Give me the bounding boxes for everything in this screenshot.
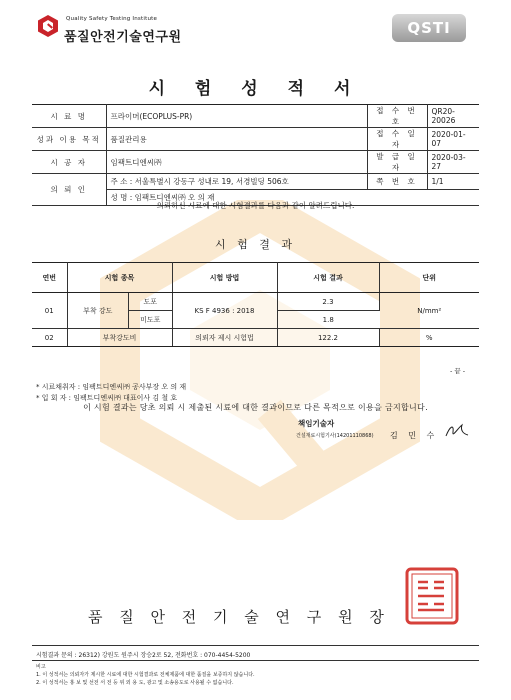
col-header-method: 시험 방법	[172, 263, 277, 293]
info-label2: 발 급 일 자	[367, 151, 427, 174]
contact-info: 시험결과 문의 : 26312) 강원도 원주시 장승2로 52, 전화번호 : 070-4454-5200	[36, 652, 251, 659]
qsti-badge: QSTI	[392, 14, 466, 42]
col-header-unit: 단위	[379, 263, 479, 293]
row-sub-item: 미도포	[129, 311, 172, 329]
info-label: 시 료 명	[32, 105, 106, 128]
info-value: 임팩트디엔씨㈜	[106, 151, 367, 174]
row-no: 02	[32, 329, 67, 347]
row-item: 부착강도비	[67, 329, 172, 347]
info-value2: QR20-20026	[427, 105, 479, 128]
page-value: 1/1	[427, 174, 479, 190]
table-row	[32, 329, 479, 347]
end-mark: - 끝 -	[450, 367, 466, 375]
info-row	[32, 174, 479, 190]
info-row	[32, 128, 479, 151]
document-title: 시 험 성 적 서	[148, 79, 363, 99]
signature-icon	[444, 422, 470, 440]
footer-divider	[32, 660, 479, 661]
intro-text: 의뢰하신 시료에 대한 시험결과를 다음과 같이 알려드립니다.	[156, 201, 355, 210]
row-sub-item: 도포	[129, 293, 172, 311]
usage-statement: 이 시험 결과는 당초 의뢰 시 제출된 시료에 대한 결과이므로 다른 목적으로 이용을 금지합니다.	[83, 403, 428, 412]
footnote-line: 1. 이 성적서는 의뢰자가 제시한 시료에 대한 시험결과로 전체제품에 대한 품질을 보증하지 않습니다.	[36, 672, 255, 678]
info-value2: 2020-03-27	[427, 151, 479, 174]
client-name: 성 명 : 임팩트디엔씨㈜ 오 의 재	[106, 190, 479, 206]
col-header-result: 시험 결과	[277, 263, 379, 293]
engineer-license: 건설재료시험기사(14201110868)	[296, 433, 374, 439]
director-title: 품 질 안 전 기 술 연 구 원 장	[88, 608, 390, 626]
row-method: 의뢰자 제시 시험법	[172, 329, 277, 347]
info-value: 프라이머(ECOPLUS-PR)	[106, 105, 367, 128]
table-row	[32, 293, 479, 311]
row-unit: %	[379, 329, 479, 347]
footnote-line: 2. 이 성적서는 홍 보 및 선전 서 전 등 위 외 용 도, 광고 및 소송용도로 사용될 수 없습니다.	[36, 680, 234, 686]
info-label2: 접 수 번 호	[367, 105, 427, 128]
row-item: 부착 강도	[67, 293, 129, 329]
client-address: 주 소 : 서울특별시 강동구 성내로 19, 서경빌딩 506호	[106, 174, 367, 190]
info-value2: 2020-01-07	[427, 128, 479, 151]
notes	[36, 382, 186, 404]
results-table	[32, 262, 479, 347]
row-result: 2.3	[277, 293, 379, 311]
page-label: 쪽 번 호	[367, 174, 427, 190]
info-label: 성과 이용 목적	[32, 128, 106, 151]
org-name-en: Quality Safety Testing Institute	[66, 16, 158, 22]
org-name-ko: 품질안전기술연구원	[64, 30, 182, 45]
row-no: 01	[32, 293, 67, 329]
engineer-title: 책임기술자	[298, 419, 335, 428]
info-label2: 접 수 일 자	[367, 128, 427, 151]
results-header-row	[32, 263, 479, 293]
row-method: KS F 4936 : 2018	[172, 293, 277, 329]
info-row	[32, 105, 479, 128]
results-title: 시 험 결 과	[215, 238, 296, 251]
note-line: * 입 회 자 : 임팩트디엔씨㈜ 대표이사 김 철 호	[36, 394, 178, 402]
footer-divider	[32, 645, 479, 646]
col-header-item: 시험 종목	[67, 263, 172, 293]
row-result: 122.2	[277, 329, 379, 347]
engineer-name: 김 민 수	[390, 431, 439, 440]
row-result: 1.8	[277, 311, 379, 329]
info-label: 시 공 자	[32, 151, 106, 174]
footnote-heading: 비고	[36, 664, 46, 670]
official-seal-icon	[404, 566, 460, 626]
institute-logo-icon	[36, 14, 60, 38]
col-header-no: 연번	[32, 263, 67, 293]
row-unit: N/mm²	[379, 293, 479, 329]
client-label: 의 뢰 인	[32, 174, 106, 206]
info-table	[32, 104, 479, 206]
info-row	[32, 151, 479, 174]
info-value: 품질관리용	[106, 128, 367, 151]
note-line: * 시료채취자 : 임팩트디엔씨㈜ 공사부장 오 의 재	[36, 383, 187, 391]
